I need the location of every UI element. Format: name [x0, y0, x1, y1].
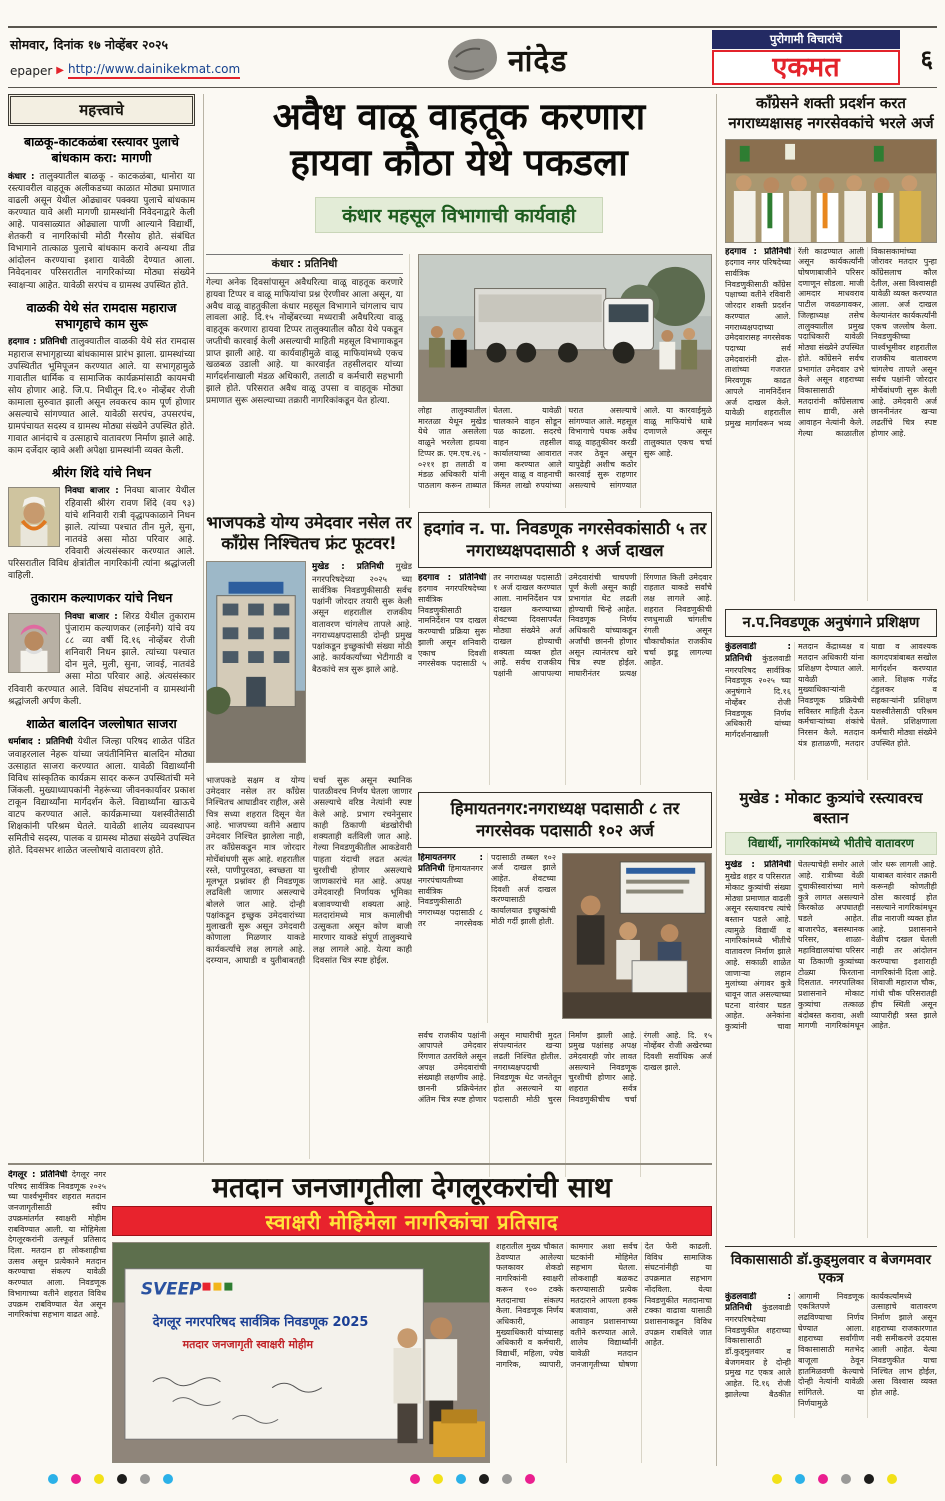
- photo-nomination-office: [562, 853, 712, 1019]
- date-line: सोमवार, दिनांक १७ नोव्हेंबर २०२५: [10, 37, 168, 52]
- masthead: [8, 26, 937, 88]
- training-headline: न.प.निवडणूक अनुषंगाने प्रशिक्षण: [725, 609, 937, 638]
- left-rail: [8, 94, 204, 1162]
- bjp-dateline: मुखेड : प्रतिनिधी: [312, 561, 384, 572]
- himayatnagar-headline: हिमायतनगर:नगराध्यक्ष पदासाठी ८ तर नगरसेवक पदासाठी १०२ अर्ज: [418, 792, 712, 848]
- right-rail: [716, 94, 937, 1466]
- unity-text: कुंडलवाडी नगरपरिषदेच्या निवडणुकीत शहराच्या विकासासाठी डॉ.कुड्मुलवार व बेजगमवार हे दोन्ही प्रमुख गट एकत्र आले आहेत. दि.१६ रोजी झालेल्या बैठकीत आगामी निवडणूक एकत्रितपणे लढविण्याचा निर्णय घेण्यात आला. शहराच्या सर्वांगीण विकासासाठी मतभेद बाजूला ठेवून हातमिळवणी केल्याचे दोन्ही नेत्यांनी यावेळी सांगितले. या निर्णयामुळे कार्यकर्त्यांमध्ये उत्साहाचे वातावरण निर्माण झाले असून शहराच्या राजकारणात नवी समीकरणे उदयास आली आहेत. येत्या निवडणुकीत याचा निश्चित लाभ होईल, असा विश्वास व्यक्त होत आहे.: [725, 1291, 937, 1408]
- deglur-headline: मतदान जनजागृतीला देगलूरकरांची साथ: [212, 1171, 612, 1204]
- brief-text: तालुक्यातील बाळकू - काटकळंबा, धानोरा या रस्त्यावरील वाहतूक अलीकडच्या काळात मोठ्या प्रमाणात वाढली असून येथील ओढ्यावर पक्क्या पुलाचे बांधकाम करण्यात यावे अशी मागणी ग्रामस्थांनी निवेदनाद्वारे केली आहे. पावसाळ्यात ओढ्याला पाणी आल्याने विद्यार्थी, शेतकरी व नागरिकांची मोठी गैरसोय होते. संबंधित विभागाने तात्काळ पुलाचे बांधकाम करावे अन्यथा तीव्र आंदोलन करण्याचा इशारा यावेळी देण्यात आला. निवेदनावर परिसरातील नागरिकांच्या मोठ्या संख्येने स्वाक्षऱ्या आहेत. यावेळी सरपंच व ग्रामस्थ उपस्थित होते.: [8, 171, 195, 291]
- training-dateline: कुंडलवाडी : प्रतिनिधी: [725, 642, 791, 665]
- bjp-body-top: मुखेड नगरपरिषदेच्या २०२५ च्या सार्वत्रिक निवडणुकीसाठी सर्वच पक्षांनी जोरदार तयारी सुरू केली असून शहरातील राजकीय वातावरण चांगलेच तापले आहे. नगराध्यक्षपदासाठी दोन्ही प्रमुख पक्षांकडून इच्छुकांची संख्या मोठी आहे. कार्यकर्त्यांच्या भेटीगाठी व बैठकांचे सत्र सुरू झाले आहे.: [312, 560, 412, 674]
- sveep-banner-line2: मतदार जनजागृती स्वाक्षरी मोहीम: [182, 1338, 314, 1352]
- hadgaon-text: हदगाव नगरपरिषदेच्या सार्वत्रिक निवडणुकीसाठी नामनिर्देशन पत्र दाखल करण्याची प्रक्रिया सुरू झाली असून शनिवारी एकाच दिवशी नगरसेवक पदासाठी ५ तर नगराध्यक्ष पदासाठी १ अर्ज दाखल करण्यात आला. नामनिर्देशन पत्र दाखल करण्याच्या शेवटच्या दिवसापर्यंत मोठ्या संख्येने अर्ज दाखल होण्याची शक्यता व्यक्त होत आहे. सर्वच राजकीय पक्षांनी आपापल्या उमेदवारांची चाचपणी पूर्ण केली असून काही प्रभागांत थेट लढती होण्याची चिन्हे आहेत. निवडणूक निर्णय अधिकारी यांच्याकडून अर्जांची छाननी होणार असून त्यानंतरच खरे चित्र स्पष्ट होईल. माघारीनंतर प्रत्यक्ष रिंगणात किती उमेदवार राहतात याकडे सर्वांचे लक्ष लागले आहे. शहरात निवडणुकीची रणधुमाळी चांगलीच रंगली असून चौकाचौकांत राजकीय चर्चा झडू लागल्या आहेत.: [418, 572, 712, 678]
- deglur-banner: स्वाक्षरी मोहिमेला नागरिकांचा प्रतिसाद: [112, 1206, 712, 1236]
- brief-obituary-shinde: [8, 465, 195, 582]
- registration-dot: [887, 1474, 897, 1484]
- brand-tagline: पुरोगामी विचारांचे: [712, 30, 900, 49]
- lead-body-intro: गेल्या अनेक दिवसांपासून अवैधरित्या वाळू वाहतूक करणारे हायवा टिप्पर व वाळू माफियांचा प्रश्न ऐरणीवर आला असून, या अवैध वाळू वाहतुकीला कंधार महसूल विभागाने चांगलाच चाप लावला आहे. दि.१५ नोव्हेंबरच्या मध्यरात्री अवैधरित्या वाळू वाहतूक करणारा हायवा टिप्पर तालुक्यातील कौठा येथे पकडून जप्तीची कारवाई केली असल्याची माहिती महसूल विभागाकडून प्राप्त झाली आहे. या कार्यवाहीमुळे वाळू माफियांमध्ये एकच खळबळ उडाली आहे. या कारवाईत तहसीलदार यांच्या मार्गदर्शनाखाली मंडळ अधिकारी, तलाठी व कर्मचारी सहभागी झाले होते. परिसरात अवैध वाळू उपसा व वाहतूक मोठ्या प्रमाणात सुरू असल्याच्या तक्रारी नागरिकांकडून येत होत्या.: [206, 278, 403, 406]
- registration-dot: [94, 1474, 104, 1484]
- epaper-url-link[interactable]: http://www.dainikekmat.com: [68, 62, 240, 79]
- lead-dateline: कंधार : प्रतिनिधी: [206, 254, 403, 274]
- brief-body: [8, 336, 195, 457]
- himayatnagar-body-rest: सर्वच राजकीय पक्षांनी आपापले उमेदवार रिंगणात उतरविले असून अपक्ष उमेदवारांची संख्याही लक्षणीय आहे. छाननी प्रक्रियेनंतर अंतिम चित्र स्पष्ट होणार असून माघारीची मुदत संपल्यानंतर खऱ्या लढती निश्चित होतील. नगराध्यक्षपदाची निवडणूक थेट जनतेतून होत असल्याने या पदासाठी मोठी चुरस निर्माण झाली आहे. प्रमुख पक्षांसह अपक्ष उमेदवारही जोर लावत असल्याने निवडणूक चुरशीची होणार आहे. शहरात सर्वत्र निवडणुकीचीच चर्चा रंगली आहे. दि. १५ नोव्हेंबर रोजी अखेरच्या दिवशी सर्वाधिक अर्ज दाखल झाले.: [418, 1030, 712, 1104]
- congress-dateline: हदगाव : प्रतिनिधी: [725, 246, 791, 257]
- brief-headline: बाळकू-काटकळंबा रस्त्यावर पुलाचे बांधकाम करा: मागणी: [24, 134, 179, 166]
- training-body: [725, 642, 937, 780]
- photo-shrirang-shinde-portrait: [8, 487, 60, 547]
- registration-dot: [502, 1474, 512, 1484]
- himayatnagar-body-top: [418, 853, 556, 1023]
- deglur-body-left: देगलूर नगर परिषद सार्वत्रिक निवडणूक २०२५ च्या पार्श्वभूमीवर शहरात मतदान जनजागृतीसाठी स्वीप उपक्रमांतर्गत स्वाक्षरी मोहीम राबविण्यात आली. या मोहिमेला देगलूरकरांनी उत्स्फूर्त प्रतिसाद दिला. मतदान हा लोकशाहीचा उत्सव असून प्रत्येकाने मतदान करण्याचा संकल्प यावेळी करण्यात आला. निवडणूक विभागाच्या वतीने शहरात विविध उपक्रम राबविण्यात येत असून नागरिकांचा सहभाग वाढत आहे.: [8, 1170, 106, 1320]
- office-photo-graphic: [563, 854, 711, 1018]
- brief-headline: शाळेत बालदिन जल्लोषात साजरा: [26, 715, 177, 731]
- brief-body: [8, 171, 195, 292]
- bjp-headline: भाजपकडे योग्य उमेदवार नसेल तर काँग्रेस निश्चितच फ्रंट फूटवर!: [206, 513, 412, 554]
- registration-dot-group: [48, 1474, 173, 1484]
- bjp-top-block: [206, 561, 412, 767]
- registration-dot: [48, 1474, 58, 1484]
- print-registration-marks: [8, 1474, 937, 1484]
- lead-text-column: [206, 254, 410, 508]
- brand-block: [712, 30, 900, 85]
- registration-dot: [71, 1474, 81, 1484]
- brief-hall-construction: [8, 300, 195, 458]
- brief-dateline: हदगाव : प्रतिनिधी: [8, 337, 68, 348]
- deglur-left-column: [8, 1170, 106, 1463]
- brief-dateline: निवघा बाजार :: [65, 611, 118, 622]
- registration-dot: [818, 1474, 828, 1484]
- brief-text: येथील जिल्हा परिषद शाळेत पंडित जवाहरलाल नेहरू यांच्या जयंतीनिमित्त बालदिन मोठ्या उत्साहात साजरा करण्यात आला. यावेळी विद्यार्थ्यांनी विविध सांस्कृतिक कार्यक्रम सादर करून उपस्थितांची मने जिंकली. मुख्याध्यापकांनी नेहरूंच्या जीवनकार्यावर प्रकाश टाकून विद्यार्थ्यांना मार्गदर्शन केले. विद्यार्थ्यांना खाऊचे वाटप करण्यात आले. कार्यक्रमाच्या यशस्वीतेसाठी शिक्षकांनी परिश्रम घेतले. यावेळी शालेय व्यवस्थापन समितीचे सदस्य, पालक व ग्रामस्थ मोठ्या संख्येने उपस्थित होते. दिवसभर शाळेत जल्लोषाचे वातावरण होते.: [8, 736, 195, 856]
- unity-body: [725, 1292, 937, 1418]
- portrait-graphic: [9, 488, 59, 546]
- himayatnagar-story: [418, 792, 712, 1177]
- lead-headline-line1: अवैध वाळू वाहतूक करणारा: [272, 95, 646, 138]
- portrait-graphic: [9, 614, 59, 672]
- brief-headline: वाळकी येथे संत रामदास महाराज सभागृहाचे काम सुरू: [26, 299, 177, 331]
- photo-tukaram-kalyankar-portrait: [8, 613, 60, 673]
- edition-name: नांदेड: [508, 44, 568, 79]
- brief-text: शिरड येथील तुकाराम पुंजाराम कल्याणकर (लाईनगे) यांचे वय ८८ व्या वर्षी दि.१६ नोव्हेंबर रोजी शनिवारी निधन झाले. त्यांच्या पश्चात दोन मुले, मुली, सुना, जावई, नातवंडे असा मोठा परिवार आहे. अंत्यसंस्कार रविवारी करण्यात आले. विविध संघटनांनी व ग्रामस्थांनी श्रद्धांजली अर्पण केली.: [8, 611, 195, 707]
- page-number: ६: [920, 45, 933, 73]
- himayatnagar-top-block: [418, 853, 712, 1025]
- registration-dot: [410, 1474, 420, 1484]
- sveep-logo-text: SVEEP: [140, 1278, 202, 1299]
- registration-dot: [864, 1474, 874, 1484]
- brief-bridge-demand: [8, 134, 195, 292]
- deglur-dateline: देगलूर : प्रतिनिधी: [8, 1170, 68, 1180]
- dogs-body: [725, 860, 937, 1238]
- dogs-headline: मुखेड : मोकाट कुत्र्यांचे रस्त्यावरच बस्तान: [739, 789, 923, 827]
- photo-congress-rally: [725, 139, 937, 243]
- congress-headline: काँग्रेसने शक्ती प्रदर्शन करत नगराध्यक्षासह नगरसेवकांचे भरले अर्ज: [728, 94, 934, 132]
- epaper-label: epaper: [10, 63, 53, 78]
- ekmat-logo-emblem: [436, 33, 500, 85]
- himayatnagar-text-top: हिमायतनगर नगरपंचायतीच्या सार्वत्रिक निवडणुकीसाठी नगराध्यक्ष पदासाठी ८ तर नगरसेवक पदासाठी तब्बल १०२ अर्ज दाखल झाले आहेत. शेवटच्या दिवशी अर्ज दाखल करण्यासाठी कार्यालयात इच्छुकांची मोठी गर्दी झाली होती.: [418, 852, 556, 928]
- brief-text: निवघा बाजार येथील रहिवासी श्रीरंग रावण शिंदे (वय ९३) यांचे शनिवारी रात्री वृद्धापकाळाने निधन झाले. त्यांच्या पश्चात तीन मुले, सुना, नातवंडे असा मोठा परिवार आहे. रविवारी अंत्यसंस्कार करण्यात आले. परिसरातील विविध क्षेत्रांतील नागरिकांनी त्यांना श्रद्धांजली वाहिली.: [8, 486, 195, 582]
- registration-dot: [140, 1474, 150, 1484]
- congress-text: हदगाव नगर परिषदेच्या सार्वत्रिक निवडणुकीसाठी काँग्रेस पक्षाच्या वतीने रविवारी जोरदार शक्ती प्रदर्शन करण्यात आले. नगराध्यक्षपदाच्या उमेदवारासह नगरसेवक पदाच्या सर्व उमेदवारांनी ढोल-ताशांच्या गजरात मिरवणूक काढत आपले नामनिर्देशन अर्ज दाखल केले. यावेळी शहरातील प्रमुख मार्गावरून भव्य रॅली काढण्यात आली असून कार्यकर्त्यांनी घोषणाबाजीने परिसर दणाणून सोडला. माजी आमदार माधवराव पाटील जवळगावकर, जिल्हाध्यक्ष तसेच तालुक्यातील प्रमुख पदाधिकारी यावेळी मोठ्या संख्येने उपस्थित होते. काँग्रेसने सर्वच प्रभागांत उमेदवार उभे केले असून शहराच्या विकासासाठी मतदारांनी काँग्रेसलाच साथ द्यावी, असे आवाहन नेत्यांनी केले. गेल्या काळातील विकासकामांच्या जोरावर मतदार पुन्हा काँग्रेसलाच कौल देतील, असा विश्वासही यावेळी व्यक्त करण्यात आला. अर्ज दाखल केल्यानंतर कार्यकर्त्यांनी एकच जल्लोष केला. निवडणुकीच्या पार्श्वभूमीवर शहरातील राजकीय वातावरण चांगलेच तापले असून सर्वच पक्षांनी जोरदार मोर्चेबांधणी सुरू केली आहे. उमेदवारी अर्ज छाननीनंतर खऱ्या लढतींचे चित्र स्पष्ट होणार आहे.: [725, 246, 937, 438]
- epaper-line: [10, 62, 240, 79]
- bjp-body-rest: भाजपकडे सक्षम व योग्य उमेदवार नसेल तर काँग्रेस निश्चितच आघाडीवर राहील, असे चित्र सध्या शहरात दिसून येत आहे. भाजपच्या वतीने अद्याप उमेदवार निश्चित झालेला नाही, तर काँग्रेसकडून मात्र जोरदार मोर्चेबांधणी सुरू आहे. शहरातील रस्ते, पाणीपुरवठा, स्वच्छता या मूलभूत प्रश्नांवर ही निवडणूक लढविली जाणार असल्याचे बोलले जात आहे. दोन्ही पक्षांकडून इच्छुक उमेदवारांच्या मुलाखती सुरू असून उमेदवारी कोणाला मिळणार याकडे कार्यकर्त्यांचे लक्ष लागले आहे. दरम्यान, आघाडी व युतीबाबतही चर्चा सुरू असून स्थानिक पातळीवरच निर्णय घेतला जाणार असल्याचे वरिष्ठ नेत्यांनी स्पष्ट केले आहे. प्रभाग रचनेनुसार काही ठिकाणी बंडखोरीची शक्यताही वर्तविली जात आहे. गेल्या निवडणुकीतील आकडेवारी पाहता यंदाची लढत अत्यंत चुरशीची होणार असल्याचे जाणकारांचे मत आहे. अपक्ष उमेदवारही निर्णायक भूमिका बजावण्याची शक्यता आहे. मतदारांमध्ये मात्र कमालीची उत्सुकता असून कोण बाजी मारणार याकडे संपूर्ण तालुक्याचे लक्ष लागले आहे. येत्या काही दिवसांत चित्र स्पष्ट होईल.: [206, 774, 412, 965]
- lead-story-body-block: [206, 254, 712, 508]
- registration-dot: [163, 1474, 173, 1484]
- registration-dot: [117, 1474, 127, 1484]
- epaper-play-icon: ▶: [56, 65, 64, 76]
- sveep-banner-line1: देगलूर नगरपरिषद सार्वत्रिक निवडणूक 2025: [152, 1315, 369, 1331]
- training-text: कुंडलवाडी नगरपरिषद सार्वत्रिक निवडणूक २०२५ च्या अनुषंगाने दि.१६ नोव्हेंबर रोजी निवडणूक निर्णय अधिकारी यांच्या मार्गदर्शनाखाली मतदान केंद्राध्यक्ष व मतदान अधिकारी यांना प्रशिक्षण देण्यात आले. यावेळी मुख्याधिकाऱ्यांनी निवडणूक प्रक्रियेची सविस्तर माहिती देऊन कर्मचाऱ्यांच्या शंकांचे निरसन केले. मतदान यंत्र हाताळणी, मतदार याद्या व आवश्यक कागदपत्रांबाबत सखोल मार्गदर्शन करण्यात आले. शिक्षक गजेंद्र टंडुलकर व सहकाऱ्यांनी प्रशिक्षण यशस्वीतेसाठी परिश्रम घेतले. प्रशिक्षणाला कर्मचारी मोठ्या संख्येने उपस्थित होते.: [725, 642, 937, 748]
- brief-headline: श्रीरंग शिंदे यांचे निधन: [52, 465, 151, 481]
- hadgaon-body: [418, 573, 712, 785]
- hadgaon-dateline: हदगाव : प्रतिनिधी: [418, 572, 487, 583]
- unity-dateline: कुंडलवाडी : प्रतिनिधी: [725, 1291, 791, 1314]
- bjp-congress-story: [206, 512, 412, 1162]
- registration-dot: [772, 1474, 782, 1484]
- hadgaon-headline: हदगांव न. पा. निवडणूक नगरसेवकांसाठी ५ तर नगराध्यक्षपदासाठी १ अर्ज दाखल: [418, 512, 712, 568]
- registration-dot: [479, 1474, 489, 1484]
- brief-dateline: धर्माबाद : प्रतिनिधी: [8, 736, 73, 747]
- photo-sveep-signature-campaign: [112, 1242, 490, 1463]
- registration-dot-group: [410, 1474, 535, 1484]
- sveep-photo-graphic: [113, 1243, 489, 1462]
- brief-obituary-kalyankar: [8, 590, 195, 707]
- lead-kicker: कंधार महसूल विभागाची कार्यवाही: [315, 197, 602, 233]
- lead-story-headline-block: [206, 94, 712, 233]
- deglur-right-columns: शहरातील मुख्य चौकात ठेवण्यात आलेल्या फलकावर शेकडो नागरिकांनी स्वाक्षरी करून १०० टक्के मतदानाचा संकल्प केला. निवडणूक निर्णय अधिकारी, मुख्याधिकारी यांच्यासह अधिकारी व कर्मचारी, विद्यार्थी, महिला, ज्येष्ठ नागरिक, व्यापारी, कामगार अशा सर्वच घटकांनी मोहिमेत सहभाग घेतला. लोकशाही बळकट करण्यासाठी प्रत्येक मतदाराने आपला हक्क बजावावा, असे आवाहन प्रशासनाच्या वतीने करण्यात आले. शालेय विद्यार्थ्यांनी यावेळी मतदान जनजागृतीच्या घोषणा देत फेरी काढली. विविध सामाजिक संघटनांनीही या उपक्रमात सहभाग नोंदविला. येत्या निवडणुकीत मतदानाचा टक्का वाढावा यासाठी प्रशासनाकडून विविध उपक्रम राबविले जात आहेत.: [496, 1242, 712, 1369]
- hadgaon-story: [418, 512, 712, 785]
- brief-headline: तुकाराम कल्याणकर यांचे निधन: [30, 590, 173, 606]
- lead-headline-line2: हायवा कौठा येथे पकडला: [290, 141, 628, 185]
- brief-dateline: निवघा बाजार :: [65, 486, 119, 497]
- congress-photo-graphic: [726, 140, 936, 242]
- bjp-side-text: [312, 561, 412, 763]
- himayatnagar-dateline: हिमायतनगर : प्रतिनिधी: [418, 852, 483, 875]
- registration-dot: [433, 1474, 443, 1484]
- divider-above-deglur: [8, 1163, 712, 1165]
- photo-seized-truck: [418, 254, 712, 402]
- registration-dot: [841, 1474, 851, 1484]
- dogs-subhead: विद्यार्थी, नागरिकांमध्ये भीतीचे वातावरण: [725, 832, 937, 855]
- photo-municipal-building: [206, 561, 306, 763]
- registration-dot: [456, 1474, 466, 1484]
- lead-body-below-photo: लोहा तालुक्यातील मारतळा येथून मुखेड येथे जात असलेला वाळूने भरलेला हायवा टिप्पर क्र. एम.एच.२६ - ०२११ हा तलाठी व मंडळ अधिकारी यांनी पाठलाग करून ताब्यात घेतला. यावेळी चालकाने वाहन सोडून पळ काढला. सदरचे वाहन तहसील कार्यालयाच्या आवारात जमा करण्यात आले असून वाळू व वाहनाची किंमत लाखो रुपयांच्या घरात असल्याचे सांगण्यात आले. महसूल विभागाचे पथक अवैध वाळू वाहतुकीवर करडी नजर ठेवून असून यापुढेही अशीच कठोर कारवाई सुरू राहणार असल्याचे सांगण्यात आले. या कारवाईमुळे वाळू माफियांचे धाबे दणाणले असून तालुक्यात एकच चर्चा सुरू आहे.: [418, 406, 712, 491]
- congress-body: [725, 247, 937, 601]
- registration-dot-group: [772, 1474, 897, 1484]
- brief-dateline: कंधार :: [8, 171, 35, 182]
- section-title-important: महत्त्वाचे: [8, 94, 195, 126]
- brief-text: तालुक्यातील वाळकी येथे संत रामदास महाराज सभागृहाच्या बांधकामास प्रारंभ झाला. ग्रामस्थांच्या उपस्थितीत भूमिपूजन करण्यात आले. या सभागृहामुळे गावातील धार्मिक व सामाजिक कार्यक्रमांसाठी कायमची सोय होणार आहे. जि.प. निधीतून दि.१० नोव्हेंबर रोजी कामाला सुरुवात झाली असून लवकरच काम पूर्ण होणार असल्याचे सांगण्यात आले. यावेळी सरपंच, उपसरपंच, ग्रामपंचायत सदस्य व ग्रामस्थ मोठ्या संख्येने उपस्थित होते. गावात आनंदाचे व उत्साहाचे वातावरण निर्माण झाले आहे. काम दर्जेदार व्हावे अशी अपेक्षा ग्रामस्थांनी व्यक्त केली.: [8, 337, 195, 457]
- registration-dot: [795, 1474, 805, 1484]
- building-photo-graphic: [207, 562, 305, 762]
- brand-name: एकमत: [712, 50, 900, 85]
- brief-childrens-day: [8, 716, 195, 857]
- registration-dot: [525, 1474, 535, 1484]
- truck-photo-graphic: [419, 255, 711, 401]
- dogs-dateline: मुखेड : प्रतिनिधी: [725, 860, 791, 871]
- brief-body: [8, 736, 195, 857]
- unity-headline: विकासासाठी डॉ.कुड्मुलवार व बेजगमवार एकत्र: [725, 1246, 937, 1287]
- emblem-graphic: [436, 33, 500, 85]
- dogs-text: मुखेड शहर व परिसरात मोकाट कुत्र्यांची संख्या मोठ्या प्रमाणात वाढली असून रस्त्यावरच त्यांचे बस्तान पडले आहे. त्यामुळे विद्यार्थी व नागरिकांमध्ये भीतीचे वातावरण निर्माण झाले आहे. सकाळी शाळेत जाणाऱ्या लहान मुलांच्या अंगावर कुत्रे धावून जात असल्याच्या घटना वारंवार घडत आहेत. अनेकांना कुत्र्यांनी चावा घेतल्याचेही समोर आले आहे. रात्रीच्या वेळी दुचाकीस्वारांच्या मागे कुत्रे लागत असल्याने किरकोळ अपघातही घडले आहेत. बाजारपेठ, बसस्थानक परिसर, शाळा-महाविद्यालयांचा परिसर या ठिकाणी कुत्र्यांच्या टोळ्या फिरताना दिसतात. नगरपालिका प्रशासनाने मोकाट कुत्र्यांचा तत्काळ बंदोबस्त करावा, अशी मागणी नागरिकांमधून जोर धरू लागली आहे. याबाबत वारंवार तक्रारी करूनही कोणतीही ठोस कारवाई होत नसल्याने नागरिकांमधून तीव्र नाराजी व्यक्त होत आहे. प्रशासनाने वेळीच दखल घेतली नाही तर आंदोलन करण्याचा इशाराही नागरिकांनी दिला आहे. शिवाजी महाराज चौक, गांधी चौक परिसरातही हीच स्थिती असून व्यापारीही त्रस्त झाले आहेत.: [725, 860, 937, 1032]
